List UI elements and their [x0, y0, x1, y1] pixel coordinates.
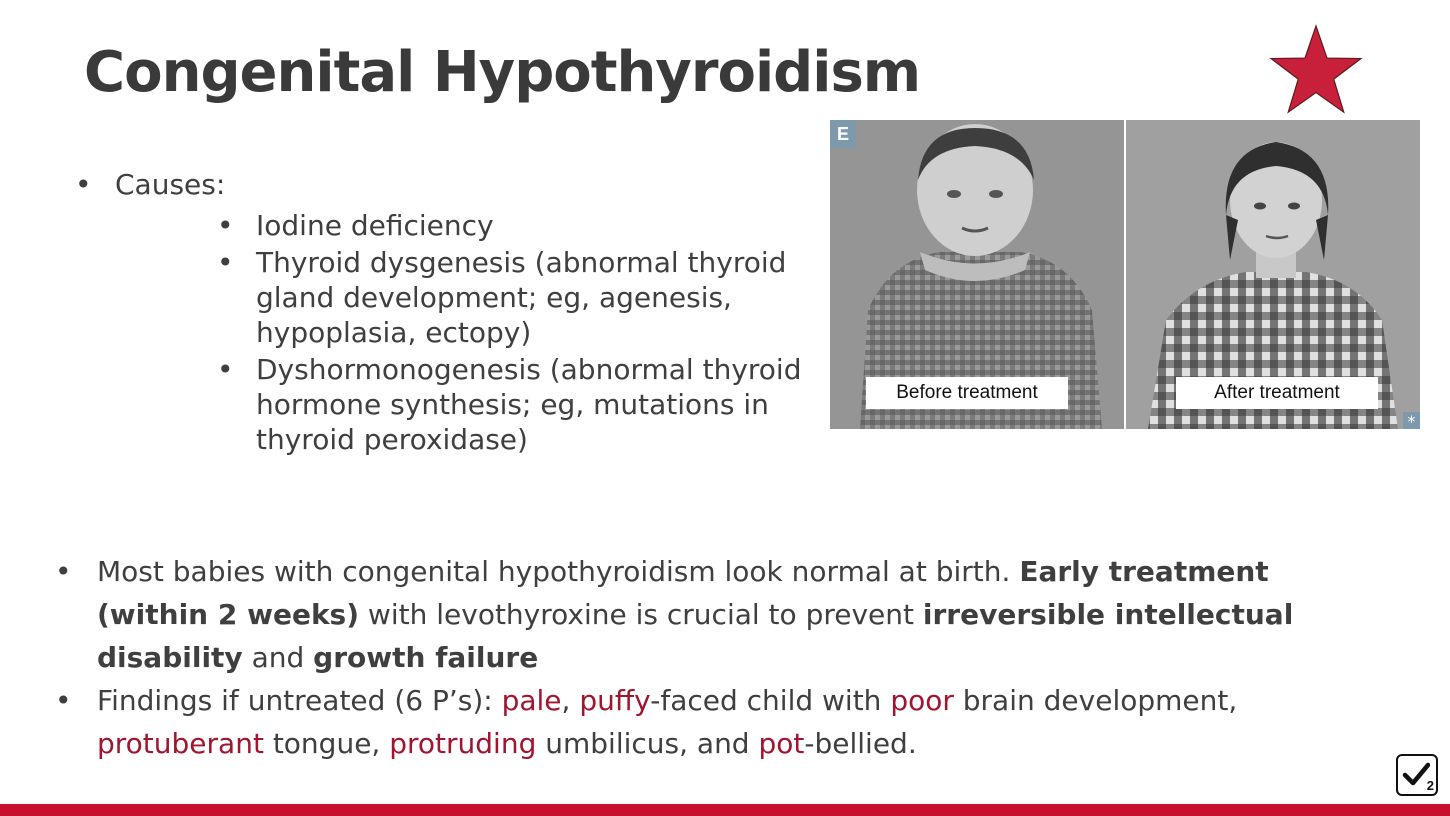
point-text: and [242, 641, 314, 674]
highlight-term: poor [890, 684, 954, 717]
causes-sublist [115, 208, 810, 457]
cause-item: • Dyshormonogenesis (abnormal thyroid hormone synthesis; eg, mutations in thyroid peroxidase) [115, 352, 810, 457]
footer-accent-bar [0, 804, 1450, 816]
causes-list [70, 168, 810, 459]
checkmark-number: 2 [1426, 778, 1434, 793]
key-point [52, 679, 1382, 765]
checkbox-check-icon[interactable] [1396, 754, 1438, 796]
point-text: Findings if untreated (6 P’s): [97, 684, 502, 717]
point-bold-text: irreversible intellectual disability [97, 598, 1294, 674]
point-text: tongue, [263, 727, 390, 760]
point-bold-text: Early treatment (within 2 weeks) [97, 555, 1269, 631]
before-treatment-photo [830, 120, 1124, 429]
figure-letter-badge: E [830, 120, 856, 148]
highlight-term: pale [501, 684, 562, 717]
point-text: with levothyroxine is crucial to prevent [359, 598, 923, 631]
point-text: Most babies with congenital hypothyroidism look normal at birth. [97, 555, 1020, 588]
highlight-term: puffy [579, 684, 651, 717]
highlight-term: protuberant [97, 727, 264, 760]
figure-corner-mark: * [1403, 412, 1420, 429]
causes-bullet [70, 168, 810, 457]
highlight-term: protruding [389, 727, 537, 760]
slide-title: Congenital Hypothyroidism [84, 40, 921, 105]
point-text: , [561, 684, 580, 717]
cause-item: • Thyroid dysgenesis (abnormal thyroid gland development; eg, agenesis, hypoplasia, ectopy) [115, 245, 810, 350]
star-icon [1268, 24, 1364, 116]
point-text: umbilicus, and [536, 727, 759, 760]
key-point [52, 550, 1382, 679]
point-text: -bellied. [804, 727, 917, 760]
highlight-term: pot [758, 727, 805, 760]
after-treatment-photo [1126, 120, 1420, 429]
point-text: -faced child with [650, 684, 891, 717]
causes-label: Causes: [115, 168, 226, 201]
after-treatment-caption: After treatment [1176, 377, 1378, 409]
key-points-list [52, 550, 1382, 765]
before-treatment-caption: Before treatment [866, 377, 1068, 409]
point-bold-text: growth failure [313, 641, 539, 674]
cause-item: • Iodine deficiency [115, 208, 810, 243]
point-text: brain development, [953, 684, 1238, 717]
